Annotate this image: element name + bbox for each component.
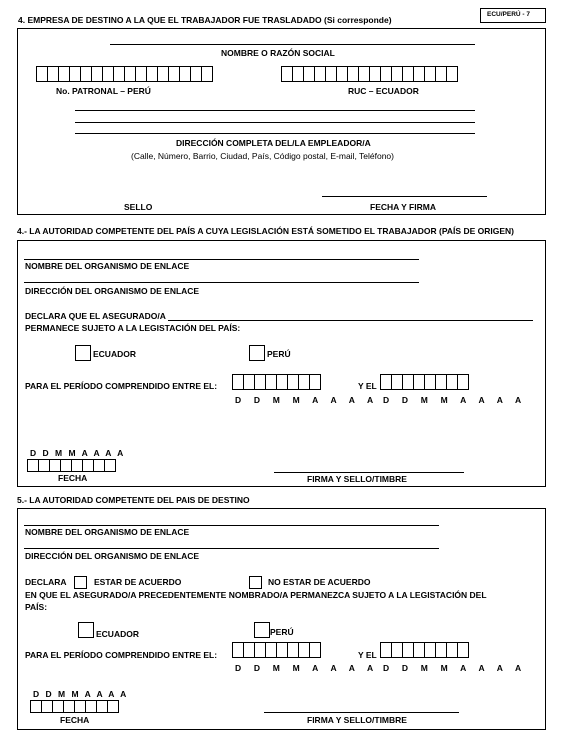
s5-org-dir-label: DIRECCIÓN DEL ORGANISMO DE ENLACE bbox=[25, 551, 200, 561]
ecuador-label: ECUADOR bbox=[93, 349, 136, 359]
sello-label: SELLO bbox=[124, 202, 153, 212]
nombre-line[interactable] bbox=[110, 44, 475, 45]
s5-peru-checkbox[interactable] bbox=[254, 622, 270, 638]
digit-cell[interactable] bbox=[104, 459, 116, 472]
y-el-label: Y EL bbox=[358, 381, 377, 391]
periodo-hasta-format: D D M M A A A A bbox=[383, 395, 527, 405]
s5-periodo-hasta-format: D D M M A A A A bbox=[383, 663, 527, 673]
digit-cell[interactable] bbox=[309, 642, 321, 658]
digit-cell[interactable] bbox=[201, 66, 213, 82]
s5-periodo-desde-format: D D M M A A A A bbox=[235, 663, 379, 673]
fecha-cells[interactable] bbox=[27, 459, 116, 472]
s5-fecha-label: FECHA bbox=[60, 715, 90, 725]
direccion-hint: (Calle, Número, Barrio, Ciudad, País, Código postal, E-mail, Teléfono) bbox=[131, 151, 394, 161]
direccion-line-1[interactable] bbox=[75, 110, 475, 111]
s5-firma-label: FIRMA Y SELLO/TIMBRE bbox=[307, 715, 407, 725]
s5-ecuador-label: ECUADOR bbox=[96, 629, 139, 639]
s5-ecuador-checkbox[interactable] bbox=[78, 622, 94, 638]
no-acuerdo-label: NO ESTAR DE ACUERDO bbox=[268, 577, 371, 587]
digit-cell[interactable] bbox=[446, 66, 458, 82]
s5-periodo-desde-cells[interactable] bbox=[232, 642, 321, 658]
ecuador-checkbox[interactable] bbox=[75, 345, 91, 361]
s5-periodo-hasta-cells[interactable] bbox=[380, 642, 469, 658]
periodo-label: PARA EL PERÍODO COMPRENDIDO ENTRE EL: bbox=[25, 381, 218, 391]
s5-en-que-label: EN QUE EL ASEGURADO/A PRECEDENTEMENTE NOMBRADO/A PERMANEZCA SUJETO A LA LEGISTACIÓN DEL bbox=[25, 590, 487, 600]
direccion-label: DIRECCIÓN COMPLETA DEL/LA EMPLEADOR/A bbox=[176, 138, 371, 148]
org-nombre-label: NOMBRE DEL ORGANISMO DE ENLACE bbox=[25, 261, 190, 271]
org-dir-line[interactable] bbox=[24, 282, 419, 283]
digit-cell[interactable] bbox=[457, 374, 469, 390]
fecha-format: D D M M A A A A bbox=[30, 448, 126, 458]
s5-y-el-label: Y EL bbox=[358, 650, 377, 660]
acuerdo-label: ESTAR DE ACUERDO bbox=[94, 577, 182, 587]
section4b-title: 4.- LA AUTORIDAD COMPETENTE DEL PAÍS A CUYA LEGISLACIÓN ESTÁ SOMETIDO EL TRABAJADOR (PAÍS DE ORIGEN) bbox=[17, 226, 514, 236]
s5-periodo-label: PARA EL PERÍODO COMPRENDIDO ENTRE EL: bbox=[25, 650, 218, 660]
acuerdo-checkbox[interactable] bbox=[74, 576, 87, 589]
s5-org-nombre-line[interactable] bbox=[24, 525, 439, 526]
digit-cell[interactable] bbox=[457, 642, 469, 658]
s5-org-nombre-label: NOMBRE DEL ORGANISMO DE ENLACE bbox=[25, 527, 190, 537]
s5-fecha-format: D D M M A A A A bbox=[33, 689, 129, 699]
form-code: ECU/PERÚ - 7 bbox=[487, 11, 530, 18]
nombre-label: NOMBRE O RAZÓN SOCIAL bbox=[221, 48, 335, 58]
declara-label: DECLARA QUE EL ASEGURADO/A bbox=[25, 311, 166, 321]
fecha-firma-line[interactable] bbox=[322, 196, 487, 197]
s5-fecha-cells[interactable] bbox=[30, 700, 119, 713]
section4-title: 4. EMPRESA DE DESTINO A LA QUE EL TRABAJADOR FUE TRASLADADO (Si corresponde) bbox=[18, 15, 392, 25]
digit-cell[interactable] bbox=[107, 700, 119, 713]
direccion-line-2[interactable] bbox=[75, 122, 475, 123]
s5-pais-label: PAÍS: bbox=[25, 602, 48, 612]
s5-org-dir-line[interactable] bbox=[24, 548, 439, 549]
org-dir-label: DIRECCIÓN DEL ORGANISMO DE ENLACE bbox=[25, 286, 200, 296]
ruc-cells[interactable] bbox=[281, 66, 458, 82]
s5-declara-label: DECLARA bbox=[25, 577, 67, 587]
no-acuerdo-checkbox[interactable] bbox=[249, 576, 262, 589]
patronal-label: No. PATRONAL – PERÚ bbox=[56, 86, 151, 96]
s5-peru-label: PERÚ bbox=[270, 627, 294, 637]
section5-title: 5.- LA AUTORIDAD COMPETENTE DEL PAIS DE DESTINO bbox=[17, 495, 250, 505]
firma-label: FIRMA Y SELLO/TIMBRE bbox=[307, 474, 407, 484]
peru-label: PERÚ bbox=[267, 349, 291, 359]
ruc-label: RUC – ECUADOR bbox=[348, 86, 419, 96]
periodo-hasta-cells[interactable] bbox=[380, 374, 469, 390]
periodo-desde-format: D D M M A A A A bbox=[235, 395, 379, 405]
fecha-label: FECHA bbox=[58, 473, 88, 483]
org-nombre-line[interactable] bbox=[24, 259, 419, 260]
s5-firma-line[interactable] bbox=[264, 712, 459, 713]
direccion-line-3[interactable] bbox=[75, 133, 475, 134]
permanece-label: PERMANECE SUJETO A LA LEGISTACIÓN DEL PAÍS: bbox=[25, 323, 241, 333]
firma-line[interactable] bbox=[274, 472, 464, 473]
patronal-cells[interactable] bbox=[36, 66, 213, 82]
periodo-desde-cells[interactable] bbox=[232, 374, 321, 390]
peru-checkbox[interactable] bbox=[249, 345, 265, 361]
asegurado-line[interactable] bbox=[168, 320, 533, 321]
digit-cell[interactable] bbox=[309, 374, 321, 390]
fecha-firma-label: FECHA Y FIRMA bbox=[370, 202, 436, 212]
